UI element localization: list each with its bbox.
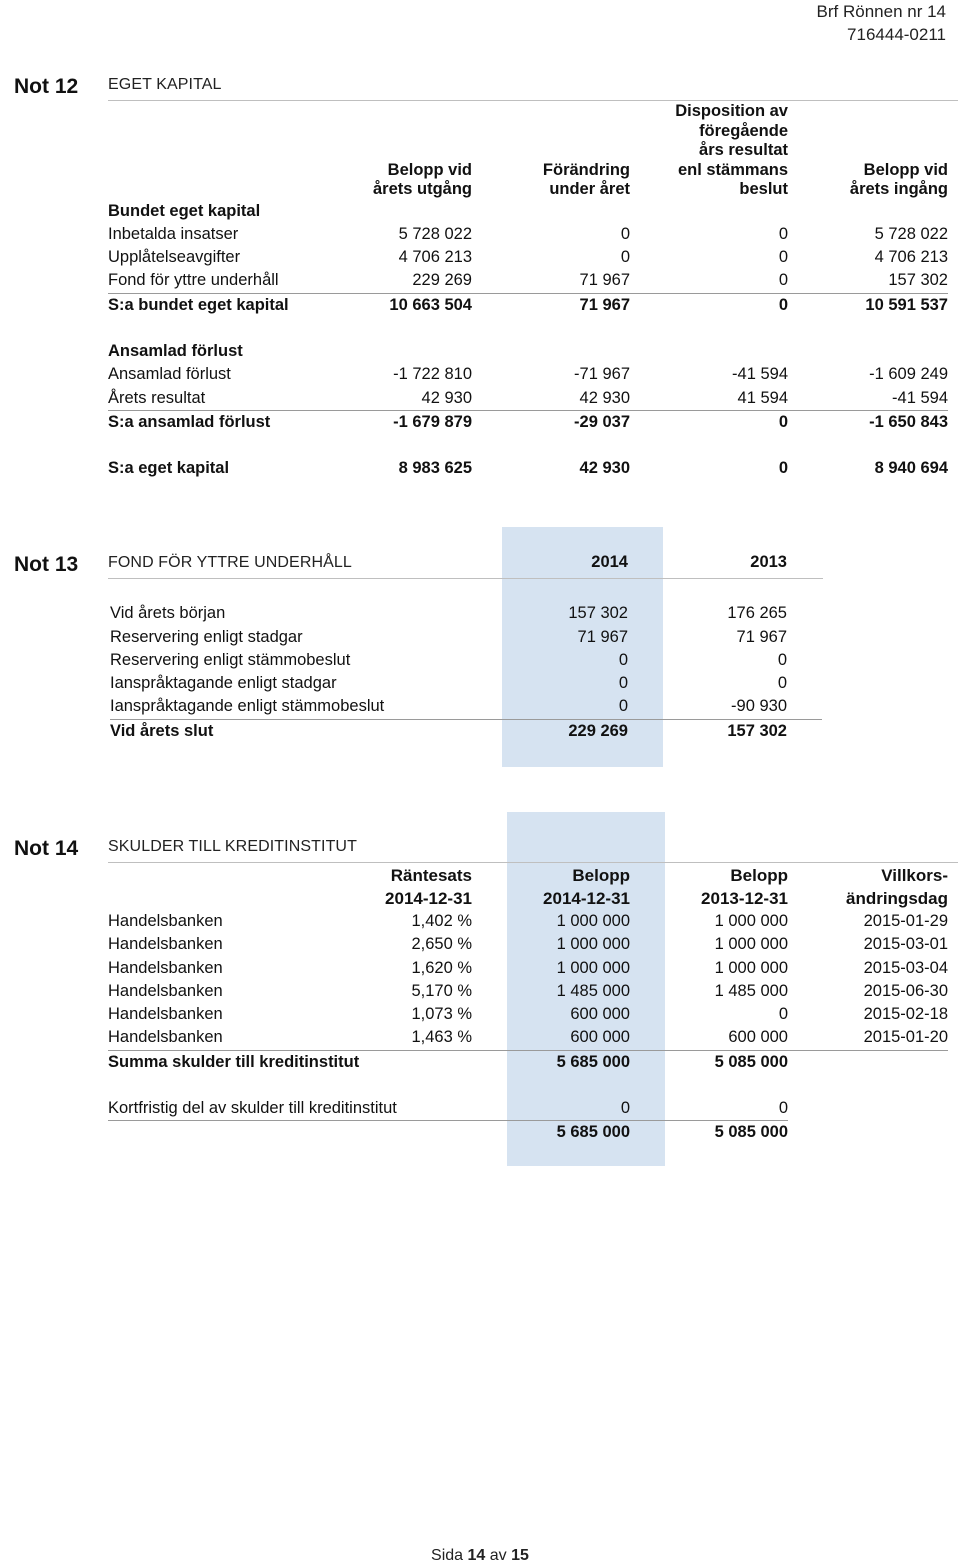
col-belopp-2013: Belopp 2013-12-31 <box>701 866 788 908</box>
note14-title-rule <box>108 862 958 863</box>
table-row: Handelsbanken 1,073 % 600 000 0 2015-02-18 <box>108 1005 948 1024</box>
col-disposition: Disposition av föregående års resultat enl stämmans beslut <box>675 102 788 198</box>
section-heading: Bundet eget kapital <box>108 201 261 220</box>
note12-number: Not 12 <box>14 75 79 98</box>
year-2013: 2013 <box>750 553 787 571</box>
note14-number: Not 14 <box>14 837 79 860</box>
subtotal-row: S:a ansamlad förlust -1 679 879 -29 037 0 -1 650 843 <box>108 412 948 431</box>
col-belopp-utgang: Belopp vid årets utgång <box>372 160 472 198</box>
subtotal-row: S:a bundet eget kapital 10 663 504 71 967 0 10 591 537 <box>108 295 948 314</box>
table-row: Handelsbanken 1,402 % 1 000 000 1 000 000 2015-01-29 <box>108 912 948 930</box>
org-name: Brf Rönnen nr 14 <box>816 2 946 21</box>
note12-title-rule <box>108 100 958 101</box>
table-row: Fond för yttre underhåll 229 269 71 967 0 157 302 <box>108 269 948 293</box>
footer-page-number: 14 <box>467 1547 486 1564</box>
spacer-row <box>110 574 822 602</box>
table-row: Reservering enligt stämmobeslut 0 0 <box>110 650 787 669</box>
note12-column-headers <box>108 102 948 200</box>
col-forandring: Förändring under året <box>542 160 630 198</box>
table-row: Handelsbanken 1,620 % 1 000 000 1 000 000 2015-03-04 <box>108 958 948 977</box>
grand-total-row: S:a eget kapital 8 983 625 42 930 0 8 940 694 <box>108 459 948 478</box>
col-rantesats: Räntesats 2014-12-31 <box>385 866 472 908</box>
table-row: Handelsbanken 2,650 % 1 000 000 1 000 000 2015-03-01 <box>108 935 948 954</box>
note14-title: SKULDER TILL KREDITINSTITUT <box>108 838 357 855</box>
table-row: Ianspråktagande enligt stadgar 0 0 <box>110 674 787 693</box>
total-row: Summa skulder till kreditinstitut 5 685 000 5 085 000 <box>108 1052 788 1071</box>
note12-title: EGET KAPITAL <box>108 76 222 93</box>
spacer-row <box>108 317 948 340</box>
table-row: Reservering enligt stadgar 71 967 71 967 <box>110 627 787 646</box>
total-row: Vid årets slut 229 269 157 302 <box>110 721 787 740</box>
year-2014: 2014 <box>591 553 628 571</box>
table-row: Upplåtelseavgifter 4 706 213 0 0 4 706 213 <box>108 248 948 267</box>
spacer-row <box>108 434 948 457</box>
short-term-row: Kortfristig del av skulder till kreditinstitut 0 0 <box>108 1097 948 1121</box>
note14-column-headers <box>108 864 948 910</box>
spacer-row <box>108 1074 948 1097</box>
table-row: Ianspråktagande enligt stämmobeslut 0 -90 930 <box>110 695 822 719</box>
col-belopp-ingang: Belopp vid årets ingång <box>849 160 948 198</box>
footer-page-total: 15 <box>511 1547 529 1564</box>
note13-table <box>110 551 822 743</box>
footer-separator: av <box>489 1547 507 1564</box>
org-number: 716444-0211 <box>847 25 946 44</box>
table-row: Handelsbanken 1,463 % 600 000 600 000 2015-01-20 <box>108 1026 948 1050</box>
table-row: Handelsbanken 5,170 % 1 485 000 1 485 000 2015-06-30 <box>108 981 948 1000</box>
table-row: Vid årets början 157 302 176 265 <box>110 604 787 623</box>
section-heading: Ansamlad förlust <box>108 341 243 360</box>
col-belopp-2014: Belopp 2014-12-31 <box>543 866 630 908</box>
note14-table <box>108 864 948 1145</box>
note13-title: FOND FÖR YTTRE UNDERHÅLL <box>108 554 352 571</box>
footer-prefix: Sida <box>431 1547 464 1564</box>
table-row: Inbetalda insatser 5 728 022 0 0 5 728 022 <box>108 224 948 243</box>
note13-number: Not 13 <box>14 553 79 576</box>
col-villkorsandringsdag: Villkors- ändringsdag <box>845 866 948 908</box>
table-row: Ansamlad förlust -1 722 810 -71 967 -41 594 -1 609 249 <box>108 365 948 384</box>
note13-year-headers <box>110 551 822 574</box>
net-total-row: 5 685 000 5 085 000 <box>556 1123 788 1142</box>
note12-table <box>108 102 948 480</box>
page-footer <box>0 1547 960 1565</box>
table-row: Årets resultat 42 930 42 930 41 594 -41 594 <box>108 387 948 411</box>
page-header <box>817 0 946 46</box>
